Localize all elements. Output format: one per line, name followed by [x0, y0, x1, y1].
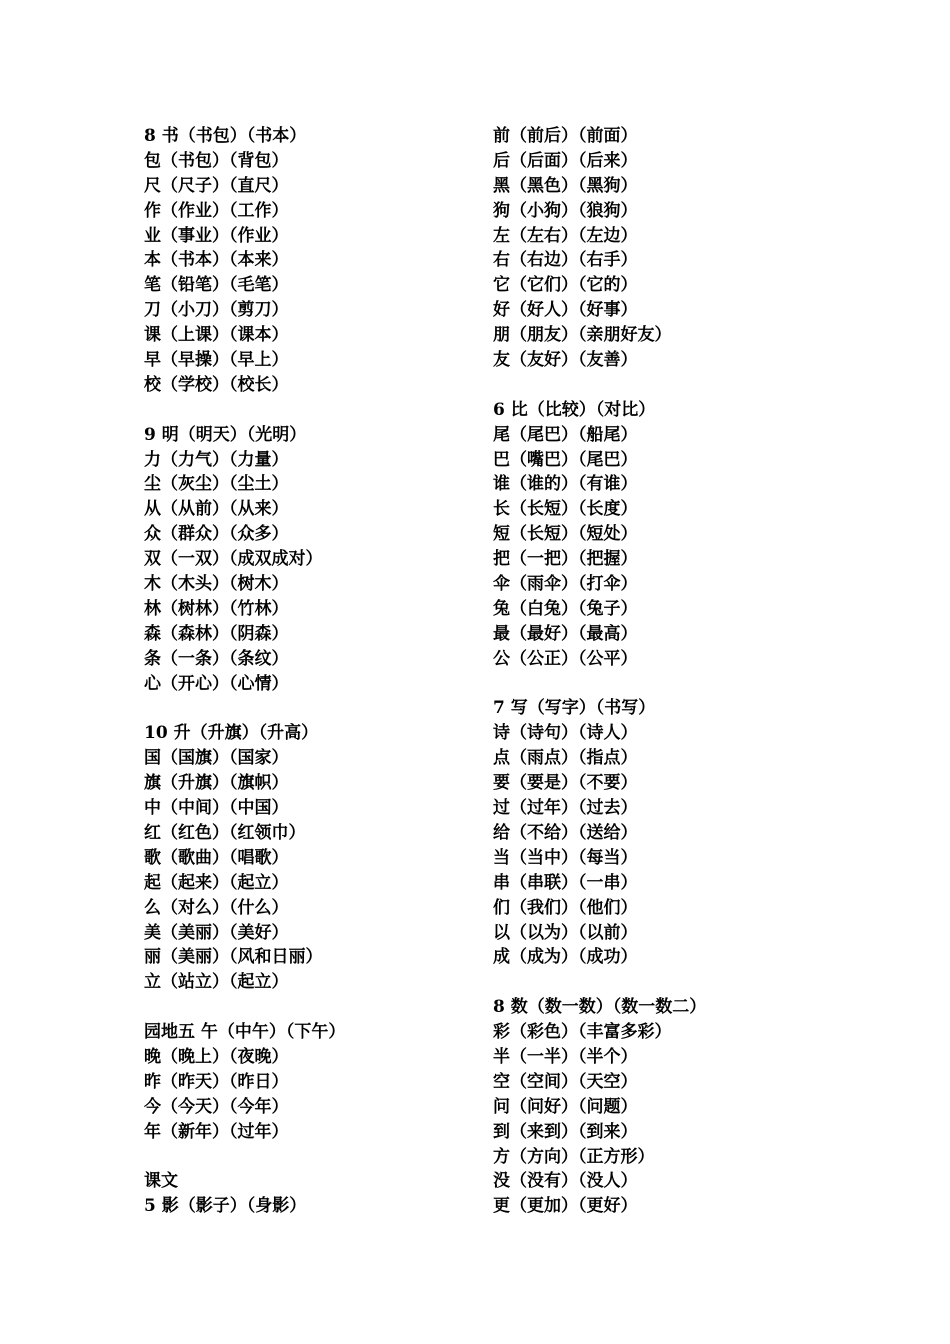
blank-line: [493, 373, 823, 398]
vocab-line: 6 比（比较）（对比）: [493, 399, 656, 420]
vocab-line: 今（今天）（今年）: [144, 1096, 289, 1117]
vocab-line: 右（右边）（右手）: [493, 250, 638, 271]
vocab-line: 要（要是）（不要）: [493, 773, 638, 794]
vocab-line: 5 影（影子）（身影）: [144, 1196, 307, 1217]
vocab-line: 半（一半）（半个）: [493, 1046, 638, 1067]
vocab-line: 过（过年）（过去）: [493, 798, 638, 819]
vocab-line: 国（国旗）（国家）: [144, 748, 289, 769]
vocab-line: 巴（嘴巴）（尾巴）: [493, 449, 638, 470]
vocab-line: 尺（尺子）（直尺）: [144, 175, 289, 196]
vocab-line: 森（森林）（阴森）: [144, 623, 289, 644]
vocab-line: 立（站立）（起立）: [144, 972, 289, 993]
vocab-line: 最（最好）（最高）: [493, 623, 638, 644]
vocab-line: 刀（小刀）（剪刀）: [144, 300, 289, 321]
vocab-line: 方（方向）（正方形）: [493, 1146, 655, 1167]
vocab-line: 林（树林）（竹林）: [144, 598, 289, 619]
vocab-line: 木（木头）（树木）: [144, 574, 289, 595]
vocab-line: 课（上课）（课本）: [144, 325, 289, 346]
vocab-line: 本（书本）（本来）: [144, 250, 289, 271]
blank-line: [493, 970, 823, 995]
vocab-line: 伞（雨伞）（打伞）: [493, 574, 638, 595]
vocab-line: 丽（美丽）（风和日丽）: [144, 947, 323, 968]
blank-line: [144, 696, 464, 721]
blank-line: [144, 398, 464, 423]
vocab-line: 狗（小狗）（狼狗）: [493, 200, 638, 221]
vocab-line: 10 升（升旗）（升高）: [144, 723, 319, 744]
vocab-line: 彩（彩色）（丰富多彩）: [493, 1022, 672, 1043]
vocab-line: 尾（尾巴）（船尾）: [493, 424, 638, 445]
vocab-line: 作（作业）（工作）: [144, 200, 289, 221]
vocab-line: 后（后面）（后来）: [493, 150, 638, 171]
blank-line: [493, 672, 823, 697]
vocab-line: 它（它们）（它的）: [493, 275, 638, 296]
vocab-line: 友（友好）（友善）: [493, 350, 638, 371]
vocab-line: 没（没有）（没人）: [493, 1171, 638, 1192]
vocab-line: 前（前后）（前面）: [493, 126, 638, 146]
vocab-line: 条（一条）（条纹）: [144, 648, 289, 669]
vocab-line: 点（雨点）（指点）: [493, 748, 638, 769]
vocab-line: 左（左右）（左边）: [493, 225, 638, 246]
vocab-line: 当（当中）（每当）: [493, 847, 638, 868]
vocab-line: 黑（黑色）（黑狗）: [493, 175, 638, 196]
vocab-line: 更（更加）（更好）: [493, 1196, 638, 1217]
vocab-line: 好（好人）（好事）: [493, 300, 638, 321]
vocab-line: 么（对么）（什么）: [144, 897, 289, 918]
vocab-line: 尘（灰尘）（尘土）: [144, 474, 289, 495]
vocab-line: 年（新年）（过年）: [144, 1121, 289, 1142]
vocab-line: 起（起来）（起立）: [144, 872, 289, 893]
vocab-line: 校（学校）（校长）: [144, 374, 289, 395]
vocab-line: 成（成为）（成功）: [493, 947, 638, 968]
vocab-line: 长（长短）（长度）: [493, 499, 638, 520]
blank-line: [144, 995, 464, 1020]
vocab-line: 晚（晚上）（夜晚）: [144, 1046, 289, 1067]
vocab-line: 兔（白兔）（兔子）: [493, 598, 638, 619]
vocab-line: 早（早操）（早上）: [144, 350, 289, 371]
vocab-line: 包（书包）（背包）: [144, 150, 289, 171]
vocab-line: 朋（朋友）（亲朋好友）: [493, 325, 672, 346]
blank-line: [144, 1145, 464, 1170]
vocab-line: 红（红色）（红领巾）: [144, 822, 306, 843]
vocab-line: 空（空间）（天空）: [493, 1071, 638, 1092]
vocab-line: 歌（歌曲）（唱歌）: [144, 847, 289, 868]
vocab-line: 旗（升旗）（旗帜）: [144, 773, 289, 794]
vocab-line: 众（群众）（众多）: [144, 524, 289, 545]
vocab-line: 公（公正）（公平）: [493, 648, 638, 669]
vocab-line: 心（开心）（心情）: [144, 673, 289, 694]
vocab-line: 谁（谁的）（有谁）: [493, 474, 638, 495]
vocab-line: 美（美丽）（美好）: [144, 922, 289, 943]
vocab-line: 园地五 午（中午）（下午）: [144, 1022, 346, 1043]
vocab-line: 以（以为）（以前）: [493, 922, 638, 943]
vocab-line: 双（一双）（成双成对）: [144, 549, 323, 570]
vocab-line: 串（串联）（一串）: [493, 872, 638, 893]
vocab-line: 7 写（写字）（书写）: [493, 698, 656, 719]
vocab-line: 到（来到）（到来）: [493, 1121, 638, 1142]
vocab-line: 把（一把）（把握）: [493, 549, 638, 570]
vocab-line: 短（长短）（短处）: [493, 524, 638, 545]
vocab-line: 业（事业）（作业）: [144, 225, 289, 246]
vocab-line: 问（问好）（问题）: [493, 1096, 638, 1117]
vocab-line: 中（中间）（中国）: [144, 798, 289, 819]
vocab-line: 9 明（明天）（光明）: [144, 424, 307, 445]
vocab-line: 给（不给）（送给）: [493, 822, 638, 843]
right-column: [493, 124, 823, 1219]
vocab-line: 从（从前）（从来）: [144, 499, 289, 520]
vocab-line: 课文: [144, 1171, 178, 1192]
vocab-line: 力（力气）（力量）: [144, 449, 289, 470]
vocab-line: 笔（铅笔）（毛笔）: [144, 275, 289, 296]
vocab-line: 们（我们）（他们）: [493, 897, 638, 918]
left-column: [144, 124, 464, 1219]
vocab-line: 诗（诗句）（诗人）: [493, 723, 638, 744]
vocab-line: 8 数（数一数）（数一数二）: [493, 997, 707, 1018]
vocab-line: 8 书（书包）（书本）: [144, 126, 307, 146]
vocab-line: 昨（昨天）（昨日）: [144, 1071, 289, 1092]
